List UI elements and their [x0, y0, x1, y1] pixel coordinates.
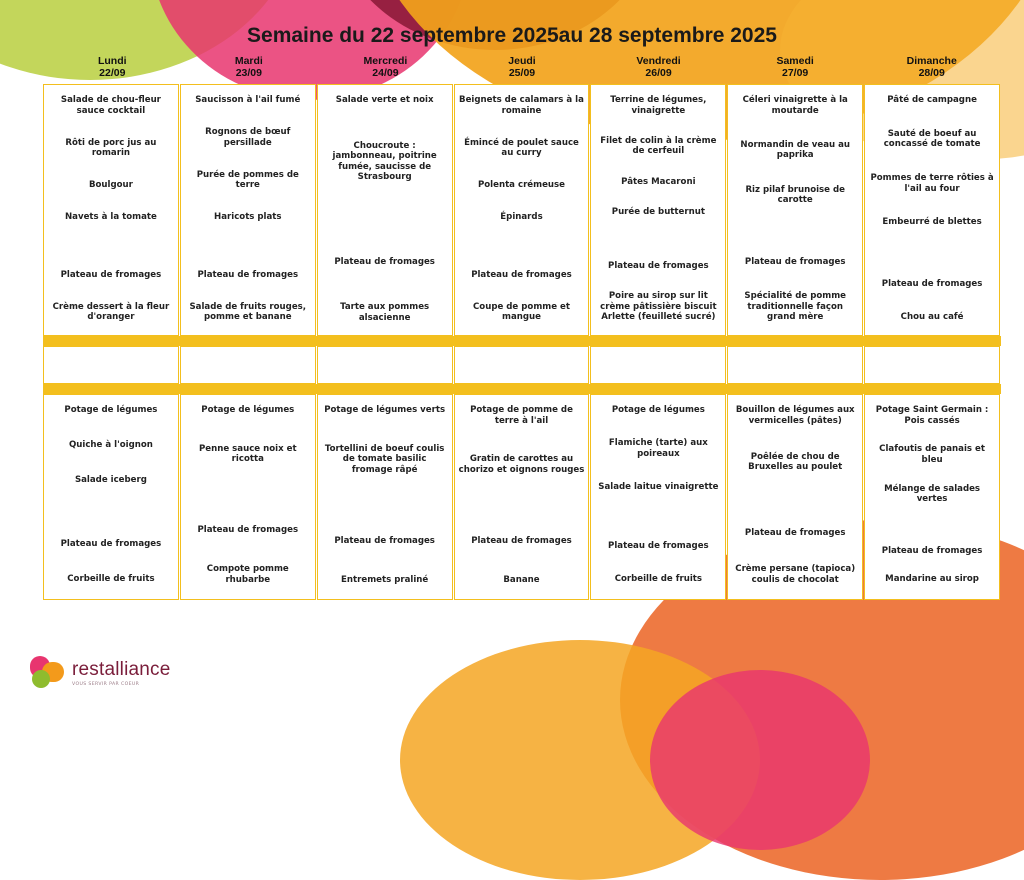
- dinner-starter: Potage de légumes verts: [324, 405, 446, 415]
- dinner-main: Gratin de carottes au chorizo et oignons rouges: [458, 454, 585, 475]
- dinner-cheese: Plateau de fromages: [60, 539, 162, 550]
- lunch-side: Riz pilaf brunoise de carotte: [745, 184, 845, 206]
- day-header: [317, 55, 454, 79]
- day-header: [863, 55, 1000, 79]
- dinner-main: Poêlée de chou de Bruxelles au poulet: [748, 451, 843, 473]
- lunch-main: Choucroute : jambonneau, poitrine fumée, saucisse de Strasbourg: [332, 140, 437, 182]
- lunch-main: Rôti de porc jus au romarin: [65, 137, 157, 159]
- dinner-cell-mercredi: [317, 394, 453, 600]
- dinner-starter: Potage de pomme de terre à l'ail: [470, 405, 573, 426]
- day-date: 22/09: [99, 67, 126, 79]
- lunch-side: Embeurré de blettes: [882, 217, 982, 228]
- lunch-cell-mercredi: [317, 84, 453, 336]
- dinner-dessert: Compote pomme rhubarbe: [206, 564, 289, 585]
- lunch-cheese: Plateau de fromages: [60, 269, 162, 280]
- day-name: Vendredi: [636, 55, 681, 67]
- lunch-starter: Beignets de calamars à la romaine: [459, 95, 584, 116]
- dinner-side: Salade laitue vinaigrette: [598, 481, 719, 492]
- lunch-cell-dimanche: [864, 84, 1000, 336]
- day-name: Jeudi: [508, 55, 536, 67]
- dinner-cheese: Plateau de fromages: [608, 541, 709, 552]
- dinner-starter: Bouillon de légumes aux vermicelles (pâtes): [735, 405, 855, 426]
- lunch-dessert: Chou au café: [900, 312, 964, 323]
- dinner-starter: Potage de légumes: [64, 405, 158, 415]
- dinner-starter: Potage de légumes: [611, 405, 705, 415]
- day-date: 27/09: [781, 67, 809, 79]
- day-date: 24/09: [372, 67, 399, 79]
- dinner-cell-jeudi: [454, 394, 590, 600]
- dinner-cheese: Plateau de fromages: [471, 535, 572, 546]
- lunch-side: Polenta crémeuse: [477, 180, 565, 191]
- lunch-main: Filet de colin à la crème de cerfeuil: [600, 135, 717, 157]
- dinner-cheese: Plateau de fromages: [197, 525, 299, 536]
- lunch-cell-vendredi: [590, 84, 726, 336]
- lunch-dessert: Poire au sirop sur lit crème pâtissière biscuit Arlette (feuilleté sucré): [600, 291, 717, 323]
- empty-cell: [590, 346, 726, 384]
- dinner-dessert: Entremets praliné: [341, 574, 429, 585]
- lunch-side: Épinards: [500, 212, 543, 223]
- dinner-cell-dimanche: [864, 394, 1000, 600]
- separator-band: [43, 384, 1001, 394]
- day-header: [590, 55, 727, 79]
- empty-cell: [454, 346, 590, 384]
- day-header: [181, 55, 318, 79]
- brand-name: restalliance: [72, 659, 171, 680]
- lunch-main: Rognons de bœuf persillade: [205, 127, 291, 148]
- lunch-cheese: Plateau de fromages: [744, 257, 846, 268]
- dinner-main: Flamiche (tarte) aux poireaux: [608, 438, 708, 459]
- lunch-dessert: Crème dessert à la fleur d'oranger: [52, 301, 170, 323]
- lunch-cell-mardi: [180, 84, 316, 336]
- brand-logo: [30, 656, 171, 690]
- day-header: [454, 55, 591, 79]
- dinner-side: Mélange de salades vertes: [884, 483, 981, 505]
- lunch-side: Purée de pommes de terre: [196, 169, 299, 191]
- day-date: 26/09: [645, 67, 672, 79]
- dinner-cheese: Plateau de fromages: [334, 535, 435, 546]
- lunch-main: Sauté de boeuf au concassé de tomate: [883, 128, 981, 150]
- empty-cell: [864, 346, 1000, 384]
- menu-title: Semaine du 22 septembre 2025au 28 septembre 2025: [247, 24, 777, 47]
- lunch-cheese: Plateau de fromages: [334, 256, 435, 267]
- day-headers: [44, 55, 1000, 79]
- day-name: Mardi: [234, 55, 263, 67]
- dinner-main: Tortellini de boeuf coulis de tomate basilic fromage râpé: [324, 443, 445, 475]
- lunch-side: Boulgour: [88, 180, 133, 191]
- empty-cell: [727, 346, 863, 384]
- dinner-cheese: Plateau de fromages: [744, 527, 846, 538]
- day-date: 23/09: [235, 67, 262, 79]
- dinner-main: Quiche à l'oignon: [68, 440, 153, 451]
- dinner-cell-mardi: [180, 394, 316, 600]
- separator-band: [43, 336, 1001, 346]
- lunch-dessert: Salade de fruits rouges, pomme et banane: [189, 301, 307, 323]
- lunch-cheese: Plateau de fromages: [608, 261, 709, 272]
- lunch-starter: Salade verte et noix: [335, 95, 434, 105]
- empty-cell: [317, 346, 453, 384]
- lunch-side: Haricots plats: [214, 212, 282, 223]
- dinner-cheese: Plateau de fromages: [881, 545, 983, 556]
- lunch-cell-samedi: [727, 84, 863, 336]
- dinner-main: Clafoutis de panais et bleu: [879, 444, 985, 465]
- logo-icon: [30, 656, 66, 690]
- lunch-cheese: Plateau de fromages: [197, 269, 299, 280]
- dinner-starter: Potage de légumes: [201, 405, 295, 415]
- lunch-starter: Céleri vinaigrette à la moutarde: [742, 95, 848, 116]
- lunch-starter: Saucisson à l'ail fumé: [195, 95, 301, 105]
- lunch-main: Normandin de veau au paprika: [740, 139, 851, 161]
- lunch-side: Purée de butternut: [611, 206, 705, 217]
- lunch-cheese: Plateau de fromages: [881, 278, 983, 289]
- dinner-dessert: Banane: [503, 574, 540, 585]
- dinner-main: Penne sauce noix et ricotta: [198, 443, 297, 465]
- lunch-dessert: Coupe de pomme et mangue: [472, 301, 570, 323]
- brand-tagline: VOUS SERVIR PAR COEUR: [72, 682, 140, 687]
- dinner-dessert: Corbeille de fruits: [67, 574, 155, 585]
- day-name: Lundi: [97, 55, 127, 67]
- day-header: [727, 55, 864, 79]
- dinner-cell-lundi: [43, 394, 179, 600]
- dinner-side: Salade iceberg: [74, 475, 147, 486]
- lunch-side: Navets à la tomate: [64, 212, 157, 223]
- lunch-cheese: Plateau de fromages: [471, 269, 572, 280]
- day-name: Dimanche: [906, 55, 957, 67]
- day-name: Mercredi: [363, 55, 408, 67]
- lunch-cell-jeudi: [454, 84, 590, 336]
- lunch-starter: Salade de chou-fleur sauce cocktail: [60, 95, 161, 116]
- day-date: 25/09: [508, 67, 536, 79]
- dinner-cell-samedi: [727, 394, 863, 600]
- day-header: [44, 55, 181, 79]
- dinner-dessert: Crème persane (tapioca) coulis de chocolat: [735, 564, 856, 585]
- empty-cell: [180, 346, 316, 384]
- menu-grid: [43, 84, 1001, 600]
- dinner-cell-vendredi: [590, 394, 726, 600]
- lunch-dessert: Tarte aux pommes alsacienne: [340, 302, 430, 323]
- dinner-dessert: Corbeille de fruits: [614, 574, 703, 585]
- background-shape: [650, 670, 870, 850]
- lunch-side: Pommes de terre rôties à l'ail au four: [870, 173, 994, 194]
- day-date: 28/09: [918, 67, 945, 79]
- dinner-starter: Potage Saint Germain : Pois cassés: [875, 405, 989, 426]
- lunch-main: Émincé de poulet sauce au curry: [464, 137, 579, 159]
- empty-cell: [43, 346, 179, 384]
- lunch-starter: Terrine de légumes, vinaigrette: [610, 95, 707, 116]
- dinner-dessert: Mandarine au sirop: [885, 574, 979, 585]
- day-name: Samedi: [776, 55, 814, 67]
- lunch-dessert: Spécialité de pomme traditionnelle façon grand mère: [744, 291, 846, 323]
- lunch-starter: Pâté de campagne: [887, 95, 977, 105]
- lunch-cell-lundi: [43, 84, 179, 336]
- lunch-side: Pâtes Macaroni: [621, 176, 696, 187]
